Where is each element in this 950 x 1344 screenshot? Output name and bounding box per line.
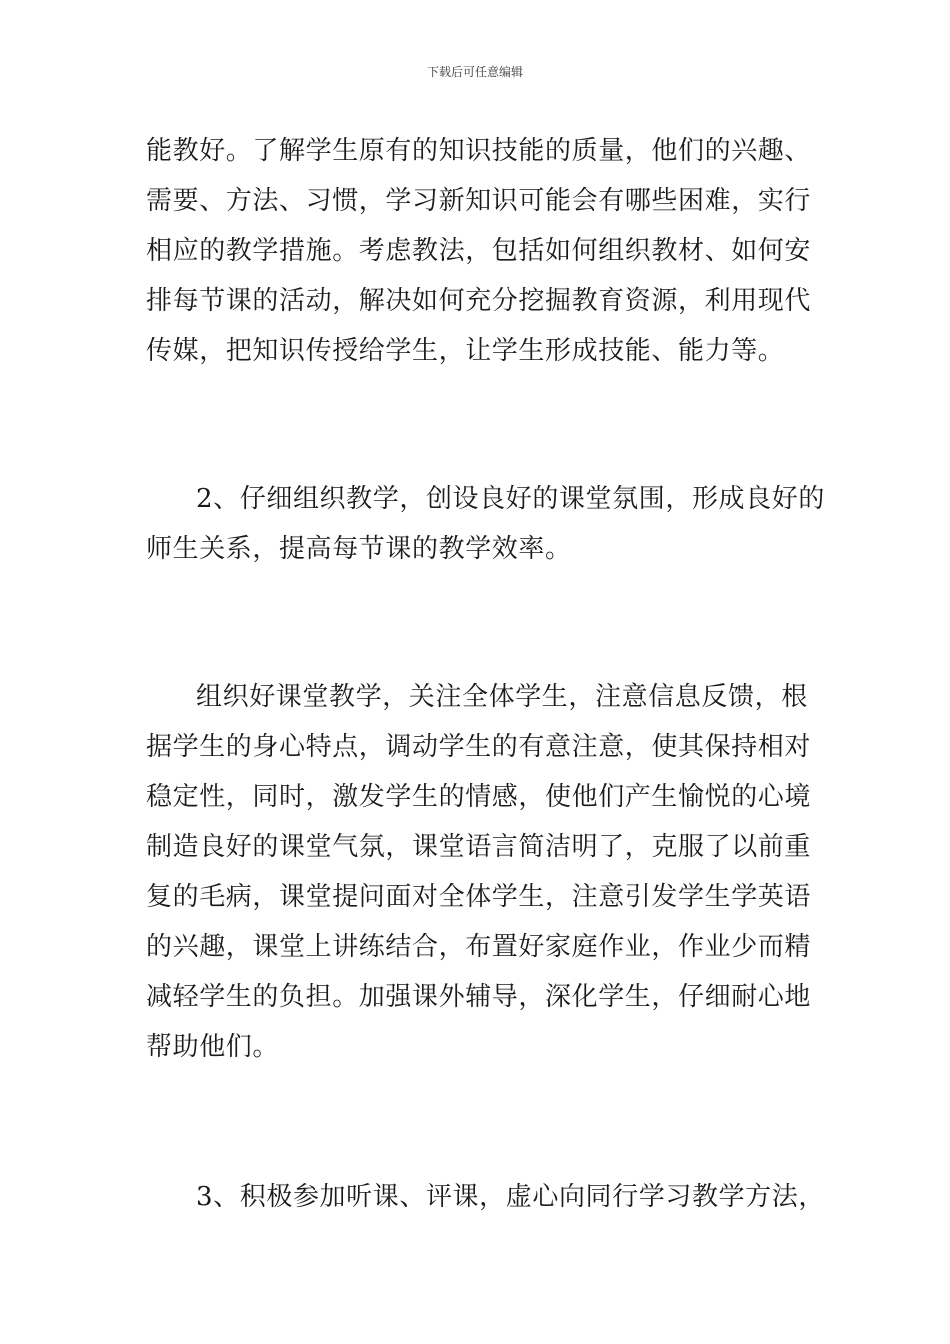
page-header: 下载后可任意编辑 bbox=[426, 65, 523, 79]
text-line: 2、仔细组织教学，创设良好的课堂氛围，形成良好的 bbox=[196, 484, 825, 514]
text-line: 制造良好的课堂气氛，课堂语言简洁明了，克服了以前重 bbox=[146, 832, 812, 862]
text-line: 师生关系，提高每节课的教学效率。 bbox=[146, 534, 572, 564]
text-line: 帮助他们。 bbox=[146, 1032, 280, 1062]
text-line: 减轻学生的负担。加强课外辅导，深化学生，仔细耐心地 bbox=[146, 982, 812, 1012]
text-line: 需要、方法、习惯，学习新知识可能会有哪些困难，实行 bbox=[146, 186, 812, 216]
text-line: 组织好课堂教学，关注全体学生，注意信息反馈，根 bbox=[196, 682, 808, 712]
text-line: 排每节课的活动，解决如何充分挖掘教育资源，利用现代 bbox=[146, 286, 812, 316]
text-line: 3、积极参加听课、评课，虚心向同行学习教学方法， bbox=[196, 1182, 825, 1212]
text-line: 能教好。了解学生原有的知识技能的质量，他们的兴趣、 bbox=[146, 136, 812, 166]
text-line: 稳定性，同时，激发学生的情感，使他们产生愉悦的心境 bbox=[146, 782, 812, 812]
text-line: 传媒，把知识传授给学生，让学生形成技能、能力等。 bbox=[146, 336, 785, 366]
text-line: 据学生的身心特点，调动学生的有意注意，使其保持相对 bbox=[146, 732, 812, 762]
text-line: 的兴趣，课堂上讲练结合，布置好家庭作业，作业少而精 bbox=[146, 932, 812, 962]
text-line: 复的毛病，课堂提问面对全体学生，注意引发学生学英语 bbox=[146, 882, 812, 912]
text-line: 相应的教学措施。考虑教法，包括如何组织教材、如何安 bbox=[146, 236, 812, 266]
